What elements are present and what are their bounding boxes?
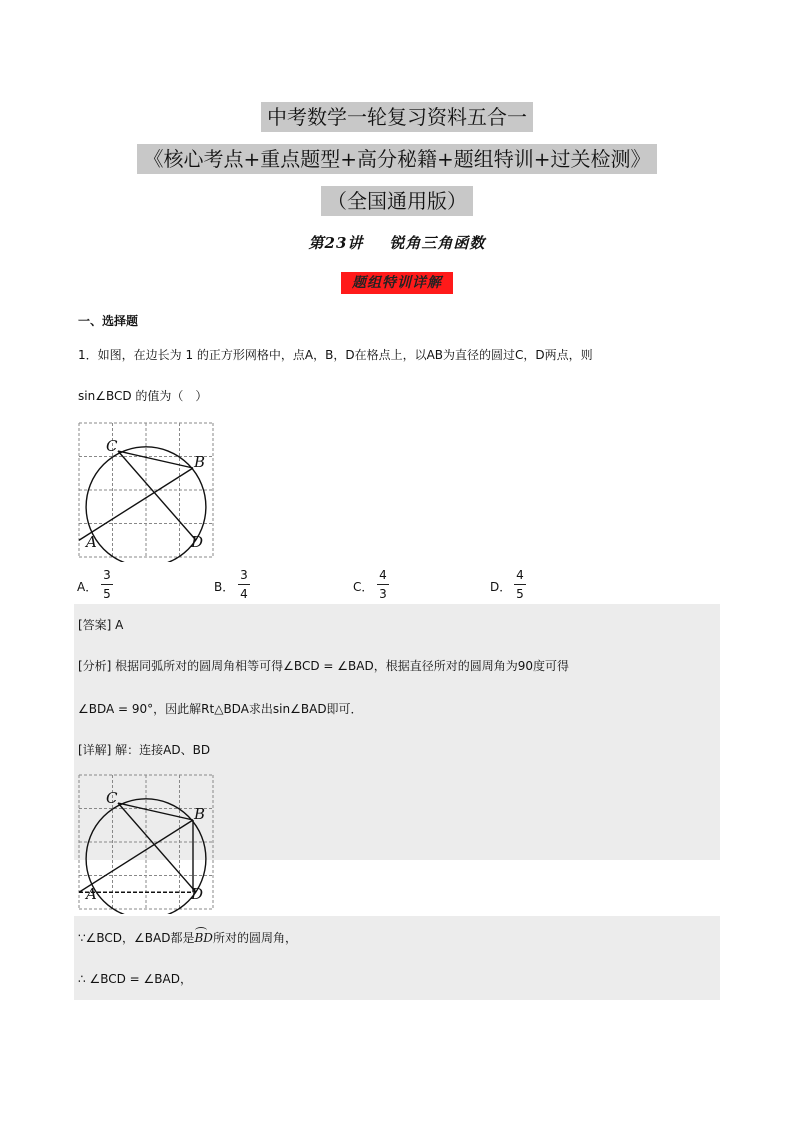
doc-subtitle-wrap: [0, 144, 794, 174]
point-label-c: C: [106, 437, 118, 455]
option-label: C．: [353, 580, 374, 594]
fraction-numerator: 4: [516, 568, 524, 582]
option-fraction: [101, 568, 113, 601]
section-heading: 一、选择题: [78, 314, 139, 328]
fraction-numerator: 3: [103, 568, 111, 582]
solution-step-1: [78, 930, 297, 946]
lecture-heading: [0, 232, 794, 253]
option-label: A．: [77, 580, 98, 594]
step1-prefix: ∵∠BCD，∠BAD都是: [78, 931, 195, 945]
question-line-2: sin∠BCD 的值为（ ）: [78, 389, 208, 403]
point-label-b: B: [194, 453, 206, 471]
section-badge: 题组特训详解: [341, 272, 453, 294]
solution-figure: [78, 774, 216, 914]
fraction-denominator: 5: [103, 587, 111, 601]
option-fraction: [238, 568, 250, 601]
fraction-numerator: 4: [379, 568, 387, 582]
lecture-topic: 锐角三角函数: [389, 234, 486, 252]
option-fraction: [377, 568, 389, 601]
point-label-c: C: [106, 789, 118, 807]
analysis-line-1: [分析] 根据同弧所对的圆周角相等可得∠BCD = ∠BAD，根据直径所对的圆周角为90度可得: [78, 659, 569, 673]
fraction-numerator: 3: [240, 568, 248, 582]
segments: [79, 451, 196, 540]
point-label-d: D: [191, 885, 204, 903]
point-label-b: B: [194, 805, 206, 823]
point-label-a: A: [86, 533, 97, 551]
option-label: B．: [214, 580, 235, 594]
fraction-denominator: 4: [240, 587, 248, 601]
lecture-number: 第23讲: [308, 234, 364, 252]
segments: [79, 803, 196, 892]
doc-subtitle: 《核心考点+重点题型+高分秘籍+题组特训+过关检测》: [137, 144, 656, 174]
answer-line: [答案] A: [78, 618, 124, 632]
detail-line: [详解] 解：连接AD、BD: [78, 743, 211, 757]
question-figure: [78, 422, 216, 562]
fraction-denominator: 3: [379, 587, 387, 601]
solution-panel-continued: [74, 916, 720, 1000]
doc-edition: （全国通用版）: [321, 186, 473, 216]
solution-step-2: ∴ ∠BCD = ∠BAD，: [78, 972, 192, 986]
option-label: D．: [490, 580, 512, 594]
doc-title-wrap: [0, 102, 794, 132]
step1-suffix: 所对的圆周角，: [212, 931, 297, 945]
doc-title: 中考数学一轮复习资料五合一: [261, 102, 533, 132]
question-line-1: 1．如图，在边长为 1 的正方形网格中，点A，B，D在格点上，以AB为直径的圆过C，D两点，则: [78, 348, 593, 362]
point-label-d: D: [191, 533, 204, 551]
point-label-a: A: [86, 885, 97, 903]
option-fraction: [514, 568, 526, 601]
arc-bd-symbol: BD: [194, 931, 213, 945]
doc-edition-wrap: [0, 186, 794, 216]
analysis-line-2: ∠BDA = 90°，因此解Rt△BDA求出sin∠BAD即可．: [78, 702, 363, 716]
fraction-denominator: 5: [516, 587, 524, 601]
